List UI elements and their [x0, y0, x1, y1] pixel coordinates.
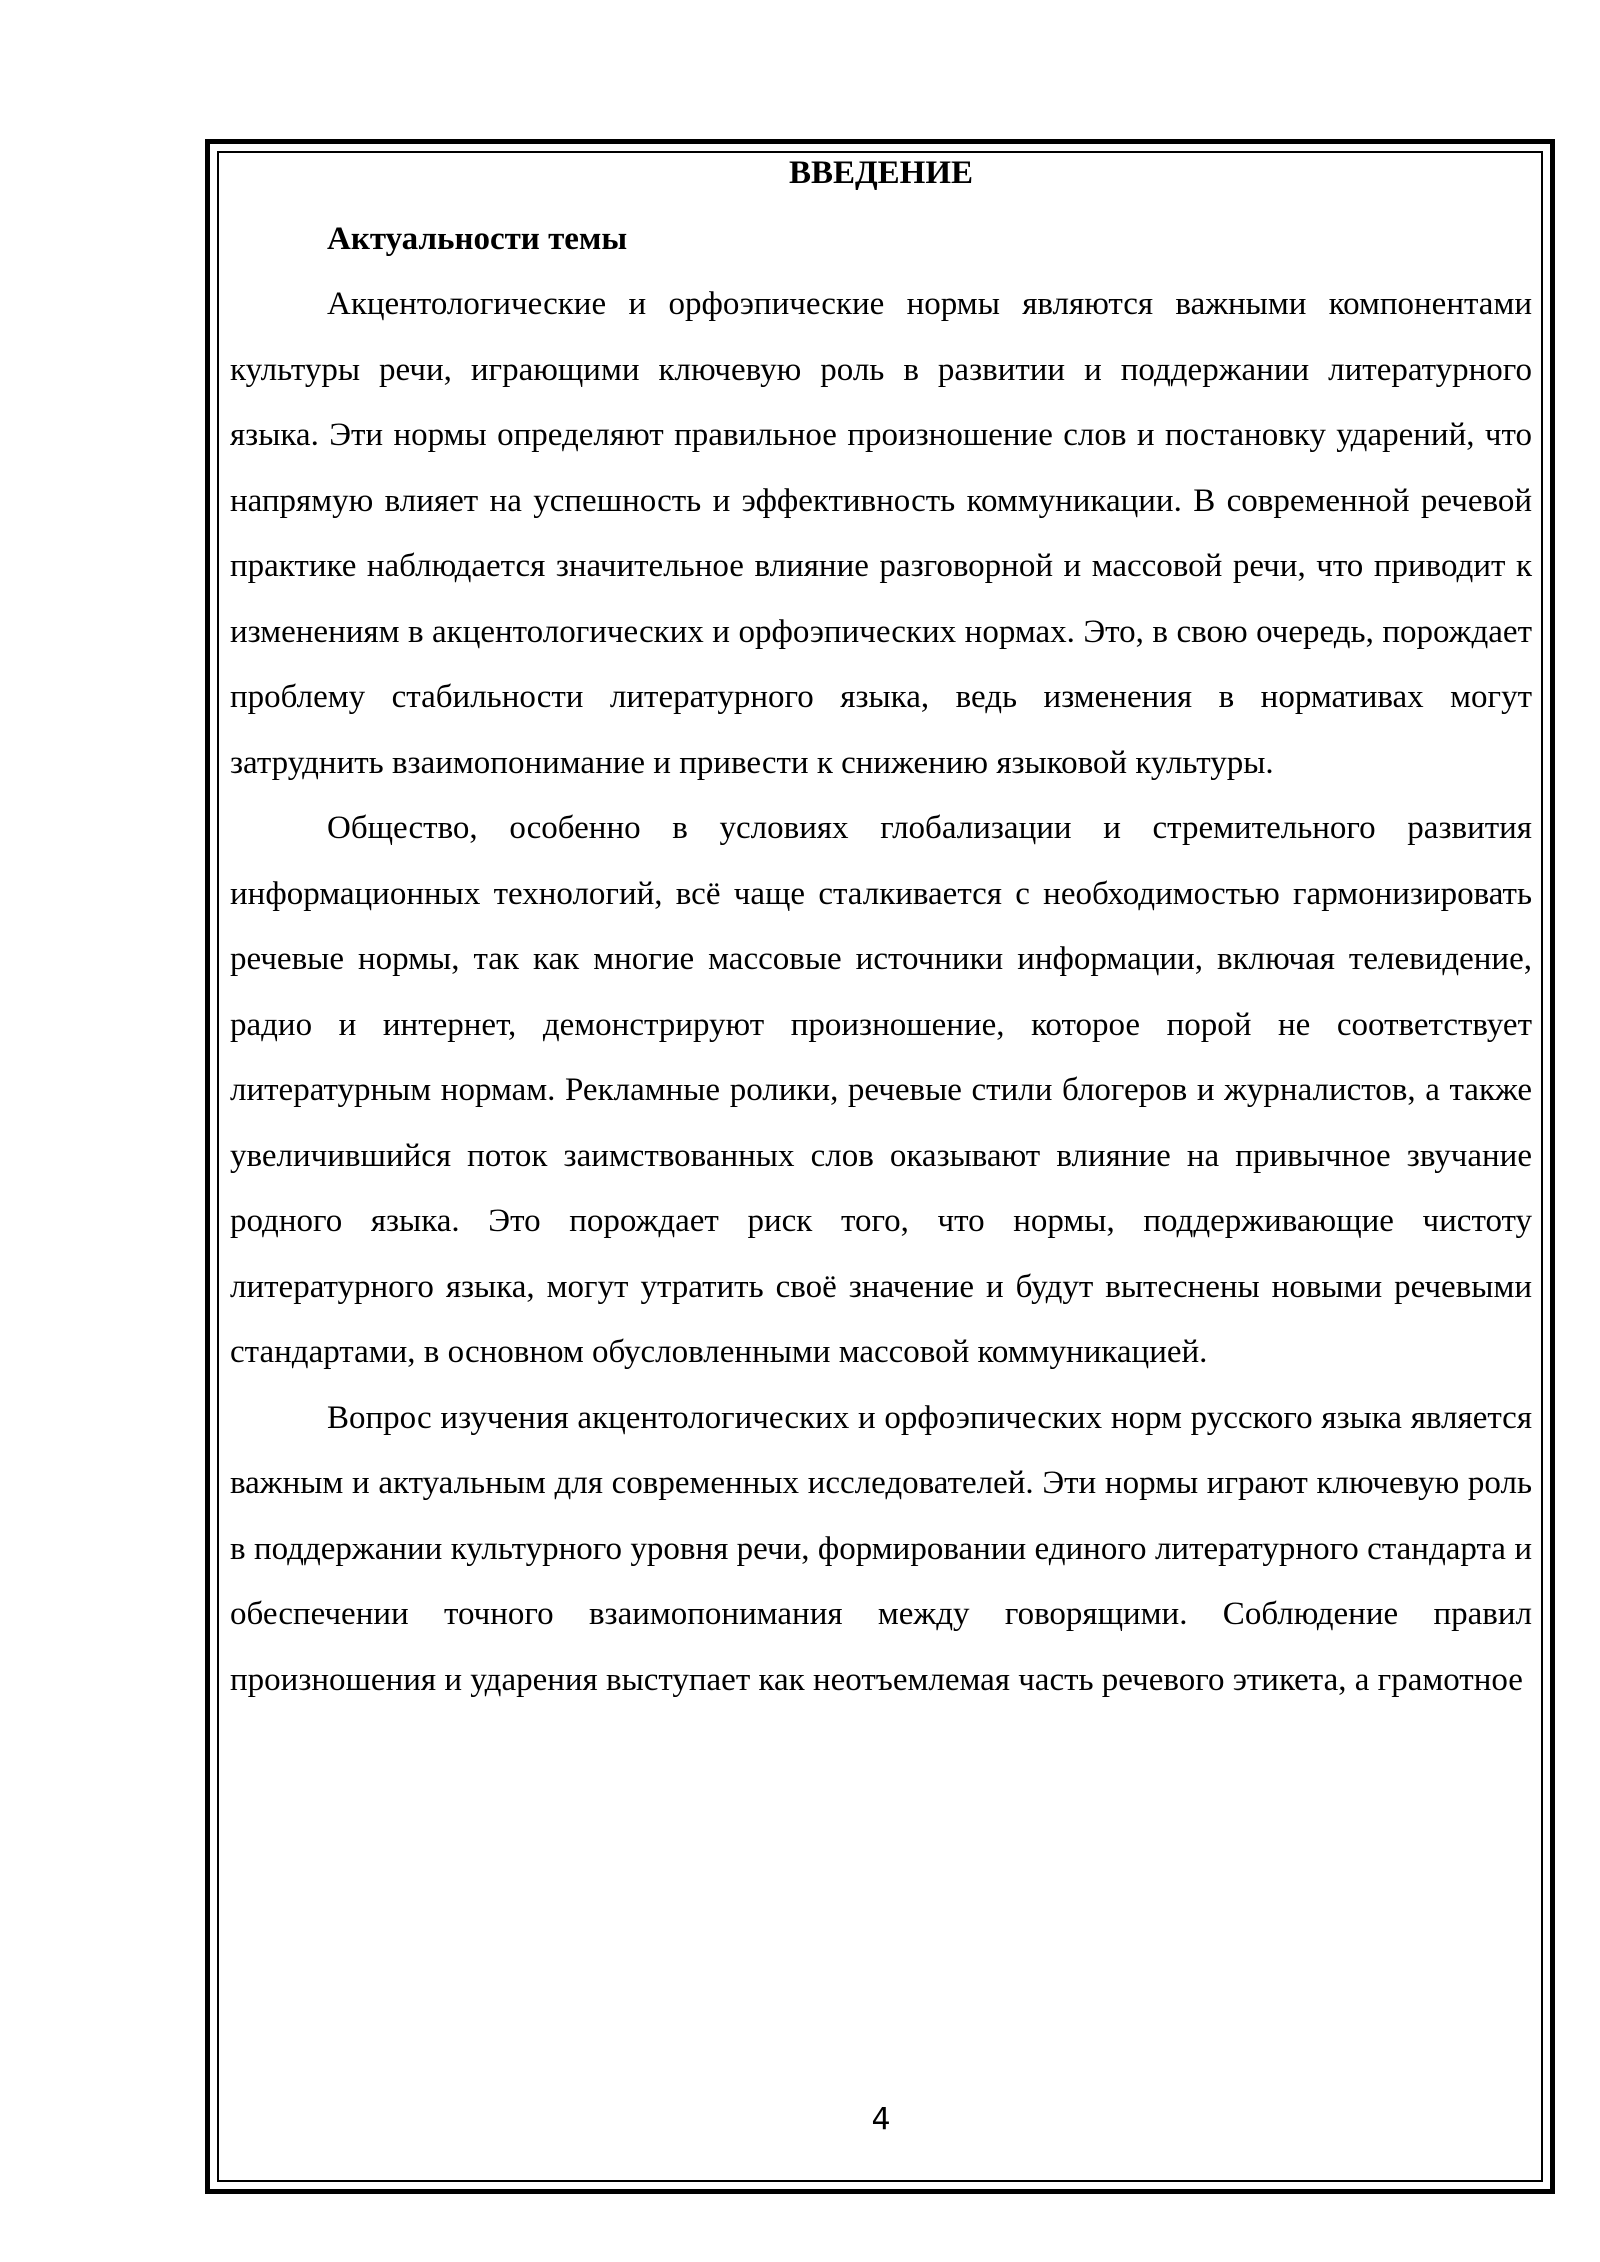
page-title: ВВЕДЕНИЕ: [788, 155, 974, 191]
section-heading: Актуальности темы: [327, 221, 628, 257]
paragraph-3: Вопрос изучения акцентологических и орфоэпических норм русского языка является важным и актуальным для современных исследователей. Эти нормы играют ключевую роль в поддержании культурного уровня речи, формировании единого литературного стандарта и обеспечении точного взаимопонимания между говорящими. Соблюдение правил произношения и ударения выступает как неотъемлемая часть речевого этикета, а грамотное: [230, 1399, 1532, 1698]
page-content: [230, 140, 1532, 1713]
page-number: 4: [871, 2102, 891, 2137]
paragraph-1: Акцентологические и орфоэпические нормы являются важными компонентами культуры речи, играющими ключевую роль в развитии и поддержании литературного языка. Эти нормы определяют правильное произношение слов и постановку ударений, что напрямую влияет на успешность и эффективность коммуникации. В современной речевой практике наблюдается значительное влияние разговорной и массовой речи, что приводит к изменениям в акцентологических и орфоэпических нормах. Это, в свою очередь, порождает проблему стабильности литературного языка, ведь изменения в нормативах могут затруднить взаимопонимание и привести к снижению языковой культуры.: [230, 286, 1532, 781]
paragraph-2: Общество, особенно в условиях глобализации и стремительного развития информационных технологий, всё чаще сталкивается с необходимостью гармонизировать речевые нормы, так как многие массовые источники информации, включая телевидение, радио и интернет, демонстрируют произношение, которое порой не соответствует литературным нормам. Рекламные ролики, речевые стили блогеров и журналистов, а также увеличившийся поток заимствованных слов оказывают влияние на привычное звучание родного языка. Это порождает риск того, что нормы, поддерживающие чистоту литературного языка, могут утратить своё значение и будут вытеснены новыми речевыми стандартами, в основном обусловленными массовой коммуникацией.: [230, 810, 1532, 1370]
